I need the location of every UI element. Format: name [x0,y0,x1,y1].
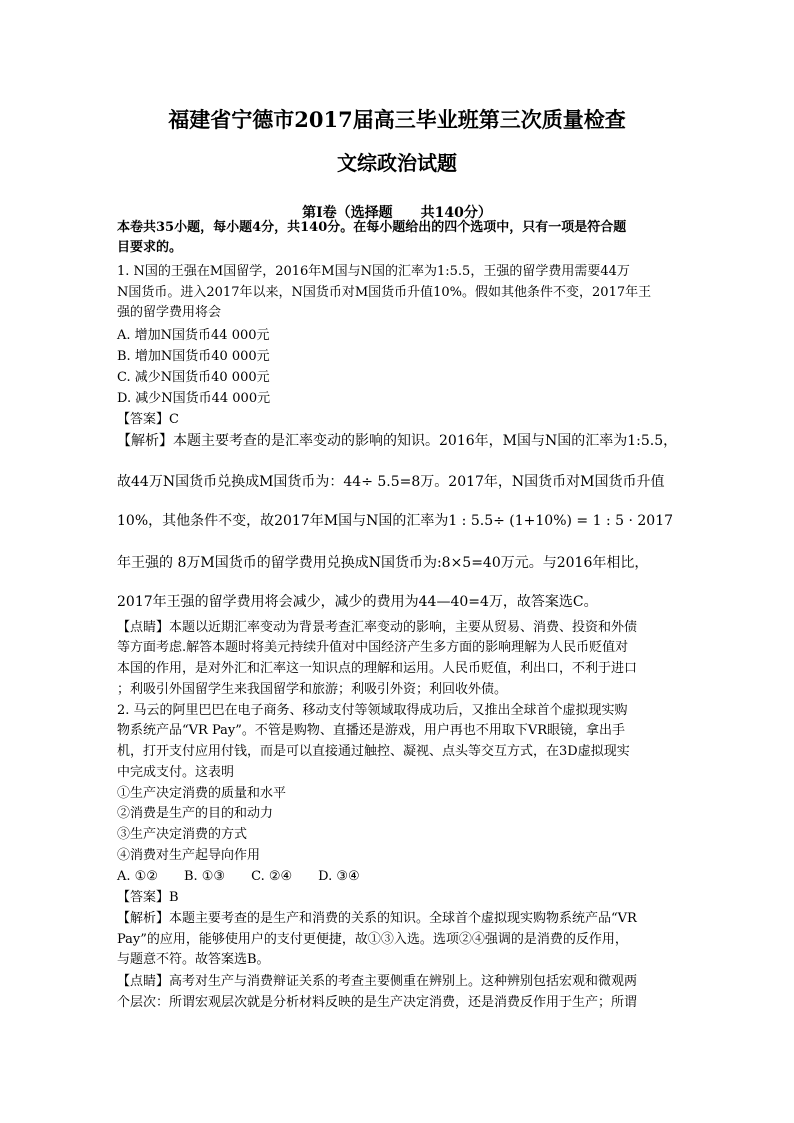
question-1-stem: 1. N国的王强在M国留学，2016年M国与N国的汇率为1:5.5，王强的留学费用需要44万 [117,264,630,279]
analysis-2-line: 【解析】本题主要考查的是生产和消费的关系的知识。全球首个虚拟现实购物系统产品“VR [117,911,637,926]
answer-1: 【答案】C [117,412,179,427]
comment-2-line: 【点睛】高考对生产与消费辩证关系的考查主要侧重在辨别上。这种辨别包括宏观和微观两 [117,974,638,989]
question-2-stem: 中完成支付。这表明 [117,765,235,780]
comment-2-line: 个层次：所谓宏观层次就是分析材料反映的是生产决定消费，还是消费反作用于生产；所谓 [117,995,638,1010]
intro-line: 本卷共35小题，每小题4分，共140分。在每小题给出的四个选项中，只有一项是符合题 [117,220,627,235]
intro-line: 目要求的。 [117,240,183,255]
section-heading: 第Ⅰ卷（选择题 共140分） [302,205,492,221]
statement-item: ③生产决定消费的方式 [117,827,248,842]
statement-item: ②消费是生产的目的和动力 [117,806,274,821]
analysis-1-line: 年王强的 8万M国货币的留学费用兑换成N国货币为:8×5=40万元。与2016年相比， [117,555,649,571]
comment-1-line: 【点睛】本题以近期汇率变动为背景考查汇率变动的影响，主要从贸易、消费、投资和外债 [117,620,638,635]
analysis-1-line: 故44万N国货币兑换成M国货币为：44÷ 5.5=8万。2017年，N国货币对M国货币升值 [117,474,665,490]
option-d: D. 减少N国货币44 000元 [117,391,271,406]
question-1-stem: 强的留学费用将会 [117,305,222,320]
answer-2: 【答案】B [117,890,179,905]
analysis-1-line: 10%，其他条件不变，故2017年M国与N国的汇率为1 : 5.5÷ (1+10%) = 1 : 5 · 2017 [117,513,674,529]
option-c: C. 减少N国货币40 000元 [117,370,270,385]
comment-1-line: 本国的作用，是对外汇和汇率这一知识点的理解和运用。人民币贬值，利出口，不利于进口 [117,661,638,676]
statement-item: ④消费对生产起导向作用 [117,848,261,863]
comment-1-line: ；利吸引外国留学生来我国留学和旅游；利吸引外资；利回收外债。 [117,682,508,697]
analysis-1-line: 【解析】本题主要考查的是汇率变动的影响的知识。2016年，M国与N国的汇率为1:5.5， [117,433,678,449]
option-b: B. 增加N国货币40 000元 [117,349,270,364]
question-1-stem: N国货币。进入2017年以来，N国货币对M国货币升值10%。假如其他条件不变，2017年王 [117,285,652,300]
comment-1-line: 等方面考虑.解答本题时将美元持续升值对中国经济产生多方面的影响理解为人民币贬值对 [117,640,629,655]
question-2-stem: 物系统产品“VR Pay”。不管是购物、直播还是游戏，用户再也不用取下VR眼镜，拿出手 [117,723,626,738]
document-subtitle: 文综政治试题 [337,151,457,175]
statement-item: ①生产决定消费的质量和水平 [117,786,287,801]
analysis-2-line: Pay”的应用，能够使用户的支付更便捷，故①③入选。选项②④强调的是消费的反作用， [117,932,628,947]
question-2-options: A. ①② B. ①③ C. ②④ D. ③④ [117,869,360,884]
document-title: 福建省宁德市2017届高三毕业班第三次质量检查 [168,107,626,132]
analysis-2-line: 与题意不符。故答案选B。 [117,952,270,967]
question-2-stem: 机，打开支付应用付钱，而是可以直接通过触控、凝视、点头等交互方式，在3D虚拟现实 [117,744,630,759]
option-a: A. 增加N国货币44 000元 [117,328,270,343]
question-2-stem: 2. 马云的阿里巴巴在电子商务、移动支付等领域取得成功后，又推出全球首个虚拟现实购 [117,703,628,718]
analysis-1-line: 2017年王强的留学费用将会减少，减少的费用为44—40=4万，故答案选C。 [117,594,598,610]
